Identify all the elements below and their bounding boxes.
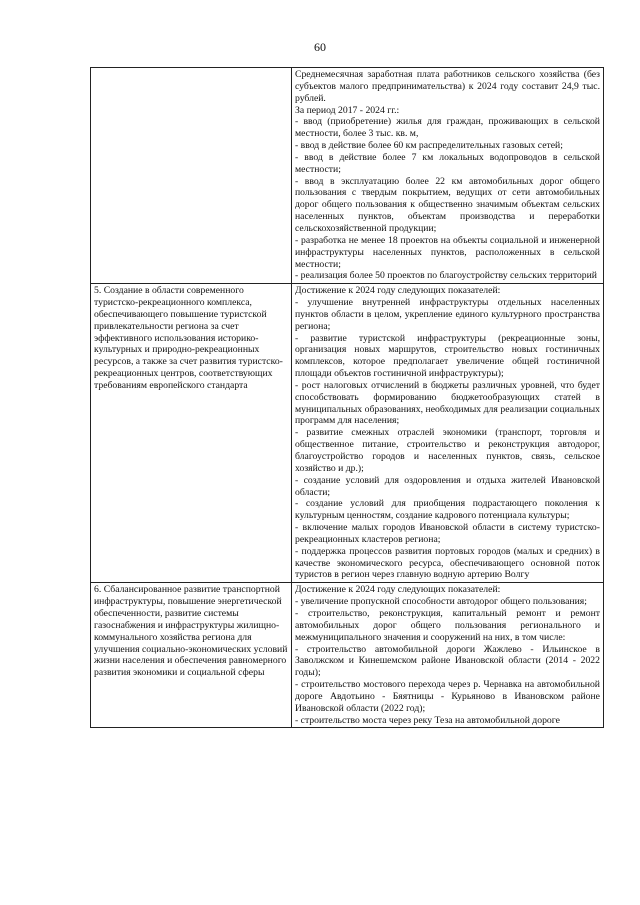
result-line: - ввод в действие более 60 км распределительных газовых сетей;	[295, 140, 563, 152]
result-line: - включение малых городов Ивановской области в систему туристско-рекреационных кластеров региона;	[295, 522, 600, 545]
result-line: - поддержка процессов развития портовых городов (малых и средних) в качестве экономического ресурса, обеспечивающего основной поток туристов в регион через главную водную артерию Волгу	[295, 545, 600, 581]
result-line: - создание условий для приобщения подрастающего поколения к культурным ценностям, создание кадрового потенциала культуры;	[295, 498, 600, 522]
result-line: - реализация более 50 проектов по благоустройству сельских территорий	[295, 270, 597, 282]
result-line: - строительство автомобильной дороги Жажлево - Ильинское в Заволжском и Кинешемском районе Ивановской области (2014 - 2022 годы);	[295, 643, 600, 679]
result-line: - увеличение пропускной способности автодорог общего пользования;	[295, 596, 587, 608]
result-line: - ввод (приобретение) жилья для граждан, проживающих в сельской местности, более 3 тыс. кв. м,	[295, 116, 600, 140]
result-line: - развитие туристской инфраструктуры (рекреационные зоны, организация новых маршрутов, строительство новых гостиничных комплексов, которое предполагает увеличение общей гостиничной площади объектов гостиничной инфраструктуры);	[295, 332, 600, 380]
table-row	[91, 583, 604, 728]
result-line: Достижение к 2024 году следующих показателей:	[295, 285, 501, 297]
result-line: - ввод в эксплуатацию более 22 км автомобильных дорог общего пользования с твердым покрытием, ведущих от сети автомобильных дорог общего пользования к общественно значимым объектам сельских населенных пунктов, объектам производства и переработки сельскохозяйственной продукции;	[295, 175, 600, 234]
table-cell-task: 6. Сбалансированное развитие транспортной инфраструктуры, повышение энергетической обеспеченности, развитие системы газоснабжения и инфраструктуры жилищно-коммунального хозяйства региона для улучшения социально-экономических условий жизни населения и обеспечения равномерного развития экономики и социальной сферы	[91, 583, 292, 728]
goals-table	[90, 67, 604, 728]
result-line: - ввод в действие более 7 км локальных водопроводов в сельской местности;	[295, 151, 600, 175]
page-number: 60	[314, 40, 326, 54]
result-line: - строительство моста через реку Теза на автомобильной дороге	[295, 714, 560, 726]
table-cell-results	[292, 583, 604, 728]
result-line: - улучшение внутренней инфраструктуры отдельных населенных пунктов области в целом, укрепление единого культурного пространства региона;	[295, 297, 600, 332]
table-cell-task: 5. Создание в области современного туристско-рекреационного комплекса, обеспечивающего повышение туристской привлекательности региона за счет эффективного использования историко-культурных и природно-рекреационных ресурсов, а также за счет развития туристско-рекреационных центров, соответствующих требованиям европейского стандарта	[91, 284, 292, 583]
table-row	[91, 68, 604, 284]
table-cell-results	[292, 284, 604, 583]
table-cell-results	[292, 68, 604, 284]
result-line: - создание условий для оздоровления и отдыха жителей Ивановской области;	[295, 474, 600, 498]
result-line: - рост налоговых отчислений в бюджеты различных уровней, что будет способствовать формированию бюджетообразующих статей в муниципальных образованиях, необходимых для реализации социальных программ для населения;	[295, 379, 600, 427]
result-line: - развитие смежных отраслей экономики (транспорт, торговля и общественное питание, строительство и реконструкция автодорог, благоустройство городов и населенных пунктов, связь, сельское хозяйство и др.);	[295, 427, 600, 474]
table-cell-task	[91, 68, 292, 284]
result-line: - строительство мостового перехода через р. Чернавка на автомобильной дороге Авдотьино - Бяятницы - Курьяново в Ивановском районе Ивановской области (2022 год);	[295, 679, 600, 714]
result-line: За период 2017 - 2024 гг.:	[295, 104, 400, 116]
table-row	[91, 284, 604, 583]
result-line: - разработка не менее 18 проектов на объекты социальной и инженерной инфраструктуры населенных пунктов, расположенных в сельской местности;	[295, 234, 600, 270]
result-line: Среднемесячная заработная плата работников сельского хозяйства (без субъектов малого предпринимательства) к 2024 году составит 24,9 тыс. рублей.	[295, 69, 600, 104]
result-line: - строительство, реконструкция, капитальный ремонт и ремонт автомобильных дорог общего пользования регионального и межмуниципального значения и сооружений на них, в том числе:	[295, 607, 600, 643]
result-line: Достижение к 2024 году следующих показателей:	[295, 584, 501, 596]
